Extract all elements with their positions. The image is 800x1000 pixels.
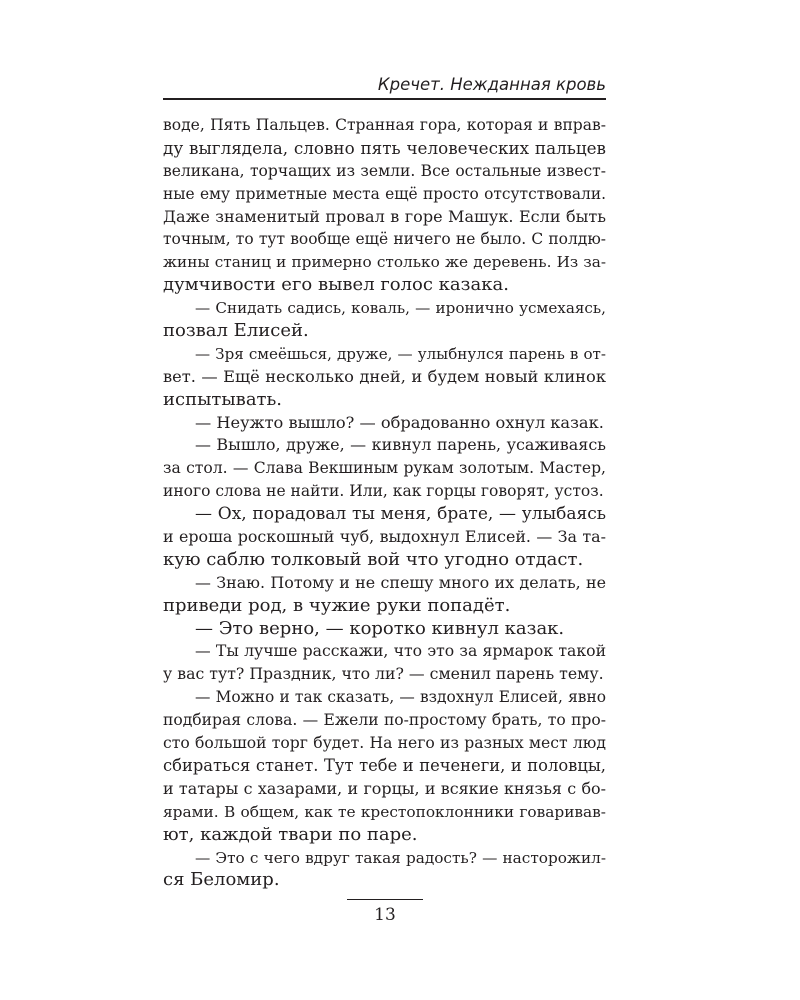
dialogue-line: — Знаю. Потому и не спешу много их делать, не [195,572,606,592]
text-line: ся Беломир. [163,869,280,891]
text-line: приведи род, в чужие руки попадёт. [163,594,511,616]
text-line: жины станиц и примерно столько же деревень. Из за- [163,253,606,272]
text-line: испытывать. [163,388,283,410]
dialogue-line: — Зря смеёшься, друже, — улыбнулся парень в от- [195,344,606,363]
text-line: точным, то тут вообще ещё ничего не было. С полдю- [163,230,606,249]
dialogue-line: — Снидать садись, коваль, — иронично усмехаясь, [195,299,606,318]
text-line: вет. — Ещё несколько дней, и будем новый клинок [163,366,606,386]
dialogue-line: — Ох, порадовал ты меня, брате, — улыбаясь [195,504,606,525]
running-head-title: Кречет. Нежданная кровь [377,75,606,94]
text-line: ные ему приметные места ещё просто отсутствовали. [163,184,606,203]
dialogue-line: — Это с чего вдруг такая радость? — насторожил- [195,848,606,867]
text-line: сто большой торг будет. На него из разных мест люд [163,734,606,753]
dialogue-line: — Ты лучше расскажи, что это за ярмарок такой [195,641,606,661]
text-line: ют, каждой твари по паре. [163,823,418,845]
text-line: воде, Пять Пальцев. Странная гора, которая и вправ- [163,116,606,134]
text-line: за стол. — Слава Векшиным рукам золотым. Мастер, [163,459,606,478]
text-line: и татары с хазарами, и горцы, и всякие князья с бо- [163,778,606,798]
dialogue-line: — Это верно, — коротко кивнул казак. [195,617,565,639]
text-line: кую саблю толковый вой что угодно отдаст. [163,548,584,570]
text-line: думчивости его вывел голос казака. [163,274,509,296]
body-text [163,114,606,892]
header-rule [163,98,606,100]
text-line: позвал Елисей. [163,320,309,342]
dialogue-line: — Неужто вышло? — обрадованно охнул казак. [195,412,604,432]
text-line: ярами. В общем, как те крестопоклонники говаривав- [163,802,606,821]
text-line: Даже знаменитый провал в горе Машук. Если быть [163,206,606,226]
text-line: у вас тут? Праздник, что ли? — сменил парень тему. [163,664,604,684]
dialogue-line: — Вышло, друже, — кивнул парень, усаживаясь [195,435,606,455]
text-line: подбирая слова. — Ежели по-простому брать, то про- [163,711,606,730]
text-line: ду выглядела, словно пять человеческих пальцев [163,137,606,158]
folio-rule [347,899,423,900]
text-line: иного слова не найти. Или, как горцы говорят, устоз. [163,482,604,501]
page-number: 13 [374,905,396,925]
text-line: и ероша роскошный чуб, выдохнул Елисей. — За та- [163,527,606,547]
dialogue-line: — Можно и так сказать, — вздохнул Елисей, явно [195,688,606,707]
text-line: сбираться станет. Тут тебе и печенеги, и половцы, [163,755,606,775]
text-line: великана, торчащих из земли. Все остальные извест- [163,161,606,180]
